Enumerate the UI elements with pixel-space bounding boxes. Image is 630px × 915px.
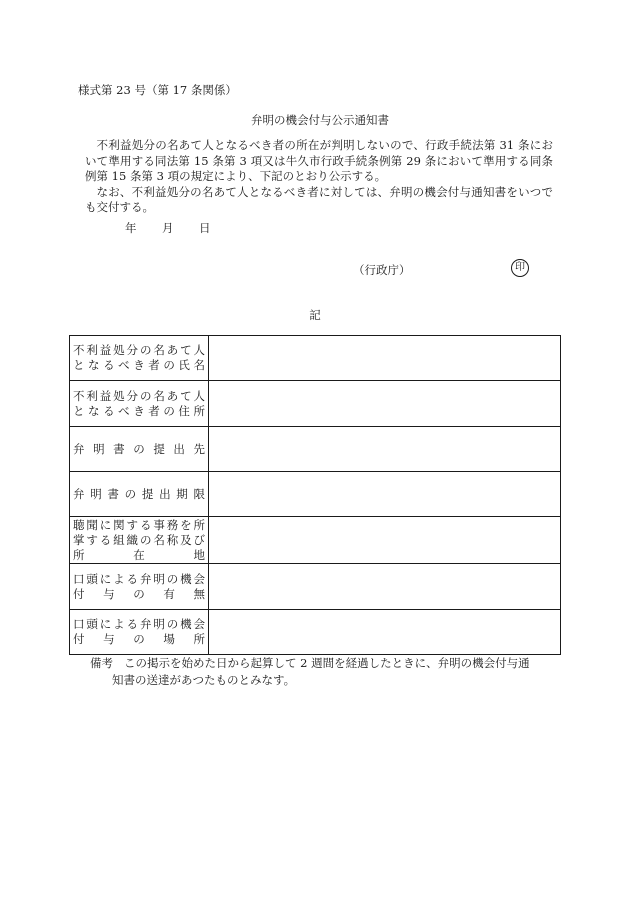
row-label-line: 聴聞に関する事務を所: [73, 517, 205, 532]
row-label: [70, 517, 209, 564]
row-label-line: となるべき者の住所: [73, 403, 205, 418]
row-label-line: となるべき者の氏名: [73, 358, 205, 372]
items-table: [69, 335, 561, 655]
table-row: [70, 336, 561, 381]
date-month: 月: [162, 221, 174, 235]
table-row: [70, 564, 561, 610]
row-label-line: 掌する組織の名称及び: [73, 532, 205, 547]
ki-heading: 記: [309, 308, 321, 322]
body-paragraph-2: なお、不利益処分の名あて人となるべき者に対しては、弁明の機会付与通知書をいつでも交付する。: [85, 184, 553, 214]
body-paragraph-1: 不利益処分の名あて人となるべき者の所在が判明しないので、行政手続法第 31 条において準用する同法第 15 条第 3 項又は牛久市行政手続条例第 29 条において準用する同条例第 15 条第 3 項の規定により、下記のとおり公示する。: [85, 138, 553, 183]
row-label-line: 口頭による弁明の機会: [73, 571, 205, 586]
row-label-line: 弁明書の提出先: [73, 441, 205, 456]
remarks-text-1: この掲示を始めた日から起算して 2 週間を経過したときに、弁明の機会付与通: [124, 656, 530, 670]
agency-label: （行政庁）: [353, 263, 411, 277]
row-value: [209, 517, 561, 564]
row-value: [209, 610, 561, 655]
row-label-line: 不利益処分の名あて人: [73, 343, 205, 357]
row-value: [209, 564, 561, 610]
row-label-line: 不利益処分の名あて人: [73, 388, 205, 403]
table-row: [70, 381, 561, 427]
table-row: [70, 427, 561, 472]
row-label-line: 弁明書の提出期限: [73, 486, 205, 501]
form-number: 様式第 23 号（第 17 条関係）: [78, 83, 237, 97]
row-label: [70, 427, 209, 472]
seal-mark: 印: [511, 259, 529, 277]
remarks-line-2: 知書の送達があつたものとみなす。: [112, 673, 296, 687]
row-label-line: 口頭による弁明の機会: [73, 617, 205, 631]
row-label-line: 付与の場所: [73, 632, 205, 646]
row-label: [70, 336, 209, 381]
row-label-line: 付与の有無: [73, 586, 205, 601]
date-day: 日: [199, 221, 211, 235]
row-value: [209, 472, 561, 517]
table-row: [70, 610, 561, 655]
remarks-head: 備考: [90, 656, 113, 670]
table-row: [70, 472, 561, 517]
row-label: [70, 472, 209, 517]
remarks-line-1: [90, 655, 558, 672]
date-line: [125, 220, 211, 236]
row-value: [209, 336, 561, 381]
row-value: [209, 427, 561, 472]
row-value: [209, 381, 561, 427]
document-title: 弁明の機会付与公示通知書: [251, 113, 389, 127]
remarks: [90, 655, 558, 689]
body-text: [85, 138, 553, 216]
row-label: [70, 564, 209, 610]
row-label: [70, 610, 209, 655]
table-row: [70, 517, 561, 564]
row-label: [70, 381, 209, 427]
row-label-line: 所在地: [73, 547, 205, 562]
date-year: 年: [125, 221, 137, 235]
